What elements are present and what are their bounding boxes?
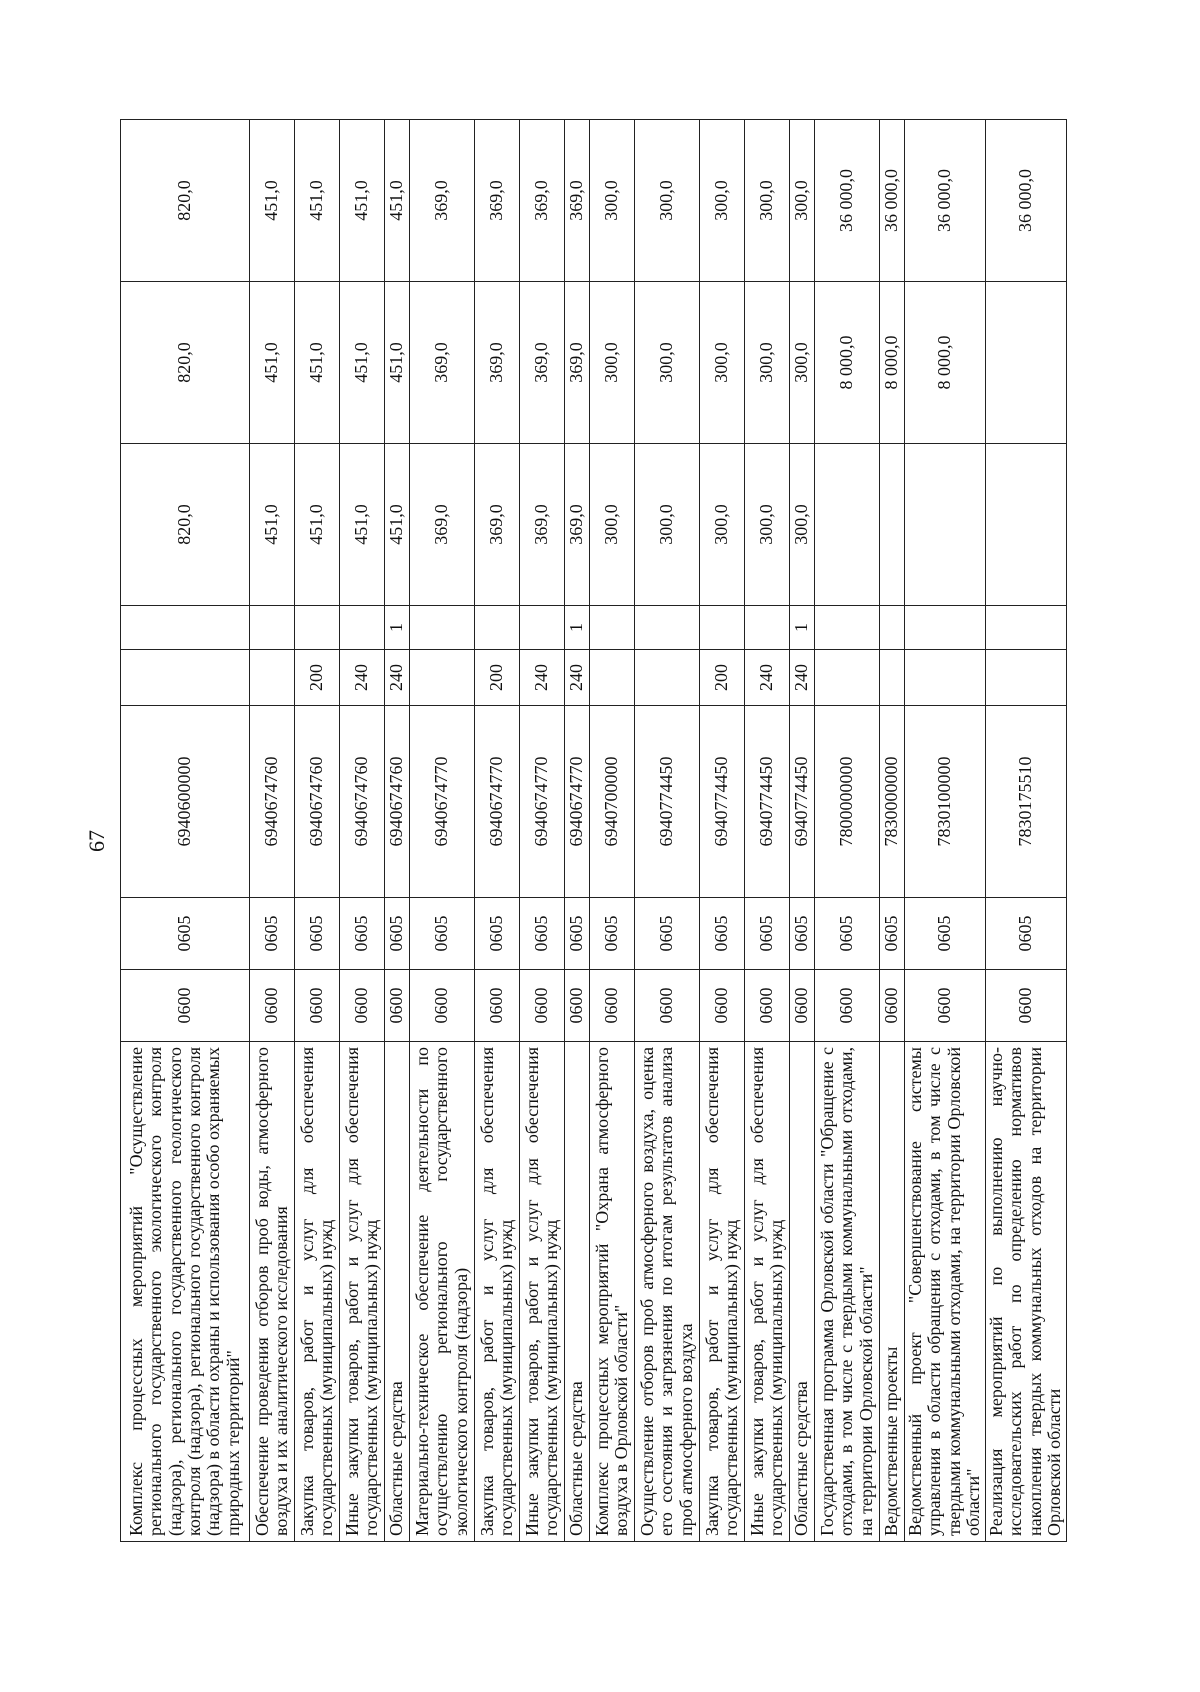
table-row bbox=[295, 120, 340, 1542]
amount-year-2: 369,0 bbox=[410, 282, 475, 444]
amount-year-3: 369,0 bbox=[520, 120, 565, 282]
source-code: 1 bbox=[790, 606, 815, 650]
amount-year-2: 451,0 bbox=[295, 282, 340, 444]
subsection-code: 0605 bbox=[790, 898, 815, 970]
section-code: 0600 bbox=[121, 970, 250, 1042]
row-description: Государственная программа Орловской области "Обращение с отходами, в том числе с твердыми коммунальными отходами, на территории Орловской области" bbox=[815, 1042, 880, 1542]
row-description: Иные закупки товаров, работ и услуг для обеспечения государственных (муниципальных) нужд bbox=[745, 1042, 790, 1542]
amount-year-3: 451,0 bbox=[340, 120, 385, 282]
table-row bbox=[250, 120, 295, 1542]
amount-year-1: 820,0 bbox=[121, 444, 250, 606]
section-code: 0600 bbox=[700, 970, 745, 1042]
amount-year-2: 8 000,0 bbox=[815, 282, 880, 444]
source-code bbox=[250, 606, 295, 650]
table-row bbox=[410, 120, 475, 1542]
section-code: 0600 bbox=[385, 970, 410, 1042]
row-description: Ведомственные проекты bbox=[880, 1042, 905, 1542]
amount-year-2: 300,0 bbox=[700, 282, 745, 444]
section-code: 0600 bbox=[745, 970, 790, 1042]
amount-year-3: 36 000,0 bbox=[985, 120, 1066, 282]
amount-year-1: 451,0 bbox=[250, 444, 295, 606]
source-code bbox=[700, 606, 745, 650]
target-article-code: 6940774450 bbox=[745, 706, 790, 898]
subsection-code: 0605 bbox=[565, 898, 590, 970]
amount-year-3: 300,0 bbox=[700, 120, 745, 282]
amount-year-1: 300,0 bbox=[700, 444, 745, 606]
expense-type-code: 200 bbox=[700, 650, 745, 706]
row-description: Закупка товаров, работ и услуг для обеспечения государственных (муниципальных) нужд bbox=[295, 1042, 340, 1542]
section-code: 0600 bbox=[880, 970, 905, 1042]
amount-year-2: 300,0 bbox=[790, 282, 815, 444]
section-code: 0600 bbox=[565, 970, 590, 1042]
source-code bbox=[590, 606, 635, 650]
section-code: 0600 bbox=[520, 970, 565, 1042]
table-row bbox=[565, 120, 590, 1542]
expense-type-code bbox=[250, 650, 295, 706]
amount-year-2: 451,0 bbox=[340, 282, 385, 444]
row-description: Комплекс процессных мероприятий "Охрана атмосферного воздуха в Орловской области" bbox=[590, 1042, 635, 1542]
budget-table bbox=[120, 119, 1067, 1542]
amount-year-2: 300,0 bbox=[635, 282, 700, 444]
source-code bbox=[905, 606, 986, 650]
subsection-code: 0605 bbox=[121, 898, 250, 970]
amount-year-3: 300,0 bbox=[790, 120, 815, 282]
row-description: Закупка товаров, работ и услуг для обеспечения государственных (муниципальных) нужд bbox=[700, 1042, 745, 1542]
expense-type-code bbox=[121, 650, 250, 706]
target-article-code: 6940674770 bbox=[410, 706, 475, 898]
amount-year-1: 300,0 bbox=[745, 444, 790, 606]
subsection-code: 0605 bbox=[475, 898, 520, 970]
amount-year-2: 369,0 bbox=[565, 282, 590, 444]
table-row bbox=[905, 120, 986, 1542]
table-row bbox=[880, 120, 905, 1542]
expense-type-code: 240 bbox=[340, 650, 385, 706]
target-article-code: 6940774450 bbox=[790, 706, 815, 898]
amount-year-3: 300,0 bbox=[745, 120, 790, 282]
target-article-code: 7800000000 bbox=[815, 706, 880, 898]
target-article-code: 6940674770 bbox=[520, 706, 565, 898]
amount-year-1: 369,0 bbox=[520, 444, 565, 606]
amount-year-3: 451,0 bbox=[295, 120, 340, 282]
amount-year-2: 8 000,0 bbox=[905, 282, 986, 444]
source-code bbox=[340, 606, 385, 650]
amount-year-1: 451,0 bbox=[385, 444, 410, 606]
subsection-code: 0605 bbox=[635, 898, 700, 970]
table-row bbox=[985, 120, 1066, 1542]
amount-year-2: 300,0 bbox=[745, 282, 790, 444]
amount-year-1 bbox=[815, 444, 880, 606]
subsection-code: 0605 bbox=[590, 898, 635, 970]
amount-year-1: 300,0 bbox=[635, 444, 700, 606]
amount-year-3: 36 000,0 bbox=[880, 120, 905, 282]
target-article-code: 6940674760 bbox=[385, 706, 410, 898]
subsection-code: 0605 bbox=[520, 898, 565, 970]
table-row bbox=[475, 120, 520, 1542]
amount-year-1: 369,0 bbox=[475, 444, 520, 606]
amount-year-2: 300,0 bbox=[590, 282, 635, 444]
amount-year-1: 369,0 bbox=[410, 444, 475, 606]
row-description: Реализация мероприятий по выполнению научно-исследовательских работ по определению нормативов накопления твердых коммунальных отходов на территории Орловской области bbox=[985, 1042, 1066, 1542]
source-code bbox=[745, 606, 790, 650]
amount-year-1 bbox=[880, 444, 905, 606]
target-article-code: 7830175510 bbox=[985, 706, 1066, 898]
table-row bbox=[815, 120, 880, 1542]
target-article-code: 7830000000 bbox=[880, 706, 905, 898]
subsection-code: 0605 bbox=[905, 898, 986, 970]
expense-type-code bbox=[985, 650, 1066, 706]
section-code: 0600 bbox=[410, 970, 475, 1042]
row-description: Материально-техническое обеспечение деятельности по осуществлению регионального государственного экологического контроля (надзора) bbox=[410, 1042, 475, 1542]
amount-year-3: 451,0 bbox=[250, 120, 295, 282]
amount-year-2: 451,0 bbox=[385, 282, 410, 444]
section-code: 0600 bbox=[590, 970, 635, 1042]
row-description: Областные средства bbox=[790, 1042, 815, 1542]
source-code bbox=[635, 606, 700, 650]
amount-year-2: 8 000,0 bbox=[880, 282, 905, 444]
target-article-code: 6940600000 bbox=[121, 706, 250, 898]
expense-type-code bbox=[410, 650, 475, 706]
section-code: 0600 bbox=[985, 970, 1066, 1042]
amount-year-2: 451,0 bbox=[250, 282, 295, 444]
amount-year-3: 451,0 bbox=[385, 120, 410, 282]
table-row bbox=[790, 120, 815, 1542]
section-code: 0600 bbox=[295, 970, 340, 1042]
expense-type-code bbox=[815, 650, 880, 706]
amount-year-1 bbox=[985, 444, 1066, 606]
section-code: 0600 bbox=[790, 970, 815, 1042]
target-article-code: 6940674770 bbox=[565, 706, 590, 898]
table-row bbox=[385, 120, 410, 1542]
source-code bbox=[985, 606, 1066, 650]
amount-year-3: 369,0 bbox=[410, 120, 475, 282]
expense-type-code: 240 bbox=[520, 650, 565, 706]
subsection-code: 0605 bbox=[295, 898, 340, 970]
source-code bbox=[410, 606, 475, 650]
section-code: 0600 bbox=[250, 970, 295, 1042]
amount-year-1: 300,0 bbox=[790, 444, 815, 606]
amount-year-2: 369,0 bbox=[475, 282, 520, 444]
row-description: Областные средства bbox=[385, 1042, 410, 1542]
expense-type-code: 240 bbox=[790, 650, 815, 706]
subsection-code: 0605 bbox=[745, 898, 790, 970]
expense-type-code: 240 bbox=[565, 650, 590, 706]
amount-year-2: 369,0 bbox=[520, 282, 565, 444]
source-code bbox=[520, 606, 565, 650]
row-description: Областные средства bbox=[565, 1042, 590, 1542]
amount-year-1: 300,0 bbox=[590, 444, 635, 606]
target-article-code: 6940774450 bbox=[700, 706, 745, 898]
table-row bbox=[700, 120, 745, 1542]
expense-type-code bbox=[880, 650, 905, 706]
source-code bbox=[121, 606, 250, 650]
page-number: 67 bbox=[84, 830, 109, 852]
row-description: Закупка товаров, работ и услуг для обеспечения государственных (муниципальных) нужд bbox=[475, 1042, 520, 1542]
table-row bbox=[745, 120, 790, 1542]
table-row bbox=[340, 120, 385, 1542]
table-row bbox=[590, 120, 635, 1542]
subsection-code: 0605 bbox=[985, 898, 1066, 970]
amount-year-3: 300,0 bbox=[590, 120, 635, 282]
source-code: 1 bbox=[565, 606, 590, 650]
expense-type-code: 200 bbox=[295, 650, 340, 706]
table-row bbox=[635, 120, 700, 1542]
target-article-code: 6940674760 bbox=[295, 706, 340, 898]
amount-year-2: 820,0 bbox=[121, 282, 250, 444]
amount-year-2 bbox=[985, 282, 1066, 444]
source-code bbox=[475, 606, 520, 650]
amount-year-3: 369,0 bbox=[475, 120, 520, 282]
expense-type-code bbox=[635, 650, 700, 706]
target-article-code: 6940674770 bbox=[475, 706, 520, 898]
subsection-code: 0605 bbox=[815, 898, 880, 970]
row-description: Комплекс процессных мероприятий "Осуществление регионального государственного экологического контроля (надзора), регионального государственного геологического контроля (надзора), регионального государственного контроля (надзора) в области охраны и использования особо охраняемых природных территорий" bbox=[121, 1042, 250, 1542]
section-code: 0600 bbox=[340, 970, 385, 1042]
target-article-code: 6940700000 bbox=[590, 706, 635, 898]
target-article-code: 7830100000 bbox=[905, 706, 986, 898]
subsection-code: 0605 bbox=[340, 898, 385, 970]
table-row bbox=[121, 120, 250, 1542]
subsection-code: 0605 bbox=[700, 898, 745, 970]
target-article-code: 6940674760 bbox=[340, 706, 385, 898]
row-description: Иные закупки товаров, работ и услуг для обеспечения государственных (муниципальных) нужд bbox=[520, 1042, 565, 1542]
expense-type-code bbox=[905, 650, 986, 706]
expense-type-code bbox=[590, 650, 635, 706]
section-code: 0600 bbox=[905, 970, 986, 1042]
source-code bbox=[880, 606, 905, 650]
row-description: Иные закупки товаров, работ и услуг для обеспечения государственных (муниципальных) нужд bbox=[340, 1042, 385, 1542]
target-article-code: 6940674760 bbox=[250, 706, 295, 898]
amount-year-1: 369,0 bbox=[565, 444, 590, 606]
subsection-code: 0605 bbox=[385, 898, 410, 970]
subsection-code: 0605 bbox=[250, 898, 295, 970]
amount-year-3: 820,0 bbox=[121, 120, 250, 282]
row-description: Осуществление отборов проб атмосферного воздуха, оценка его состояния и загрязнения по итогам результатов анализа проб атмосферного воздуха bbox=[635, 1042, 700, 1542]
amount-year-3: 36 000,0 bbox=[815, 120, 880, 282]
source-code: 1 bbox=[385, 606, 410, 650]
section-code: 0600 bbox=[475, 970, 520, 1042]
row-description: Обеспечение проведения отборов проб воды, атмосферного воздуха и их аналитического исследования bbox=[250, 1042, 295, 1542]
amount-year-1 bbox=[905, 444, 986, 606]
section-code: 0600 bbox=[815, 970, 880, 1042]
source-code bbox=[815, 606, 880, 650]
subsection-code: 0605 bbox=[410, 898, 475, 970]
expense-type-code: 240 bbox=[745, 650, 790, 706]
amount-year-3: 300,0 bbox=[635, 120, 700, 282]
subsection-code: 0605 bbox=[880, 898, 905, 970]
table-row bbox=[520, 120, 565, 1542]
source-code bbox=[295, 606, 340, 650]
amount-year-1: 451,0 bbox=[295, 444, 340, 606]
expense-type-code: 200 bbox=[475, 650, 520, 706]
rotated-table-container bbox=[120, 120, 1065, 1542]
amount-year-3: 36 000,0 bbox=[905, 120, 986, 282]
target-article-code: 6940774450 bbox=[635, 706, 700, 898]
amount-year-1: 451,0 bbox=[340, 444, 385, 606]
row-description: Ведомственный проект "Совершенствование системы управления в области обращения с отходами, в том числе с твердыми коммунальными отходами, на территории Орловской области" bbox=[905, 1042, 986, 1542]
expense-type-code: 240 bbox=[385, 650, 410, 706]
amount-year-3: 369,0 bbox=[565, 120, 590, 282]
section-code: 0600 bbox=[635, 970, 700, 1042]
